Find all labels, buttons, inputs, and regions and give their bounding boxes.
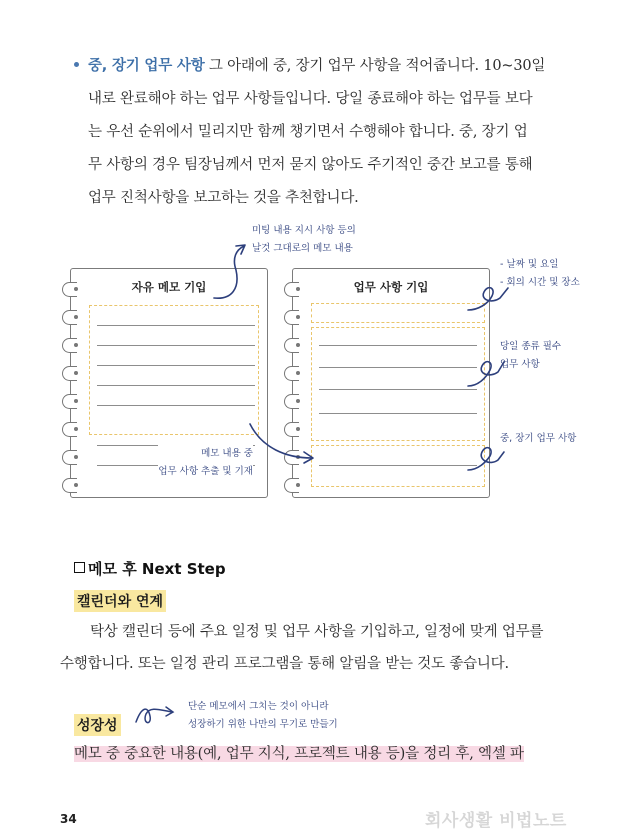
long-term-squiggle [468, 448, 504, 470]
right-note-daily: 당일 종류 필수 업무 사항 [500, 341, 562, 370]
growth-line: 메모 중 중요한 내용(예, 업무 지식, 프로젝트 내용 등)을 정리 후, 엑셀 파 [74, 746, 524, 762]
page-number: 34 [60, 812, 77, 826]
intro-term: 중, 장기 업무 사항 [88, 58, 205, 74]
daily-squiggle [468, 362, 504, 386]
right-note-long-term: 중, 장기 업무 사항 [500, 433, 577, 444]
calendar-label: 캘린더와 연계 [74, 590, 166, 612]
intro-line-5: 업무 진척사항을 보고하는 것을 추천합니다. [88, 190, 359, 206]
intro-line-4: 무 사항의 경우 팀장님께서 먼저 묻지 않아도 주기적인 중간 보고를 통해 [88, 157, 533, 173]
right-note-date: - 날짜 및 요일 - 회의 시간 및 장소 [500, 259, 580, 288]
left-bottom-note: 메모 내용 중 업무 사항 추출 및 기재 [158, 445, 253, 481]
calendar-line-1: 탁상 캘린더 등에 주요 일정 및 업무 사항을 기입하고, 일정에 맞게 업무를 [90, 624, 544, 640]
checkbox-icon [74, 562, 85, 573]
right-notebook-title: 업무 사항 기입 [353, 280, 429, 294]
date-squiggle [468, 288, 508, 310]
intro-line-2: 내로 완료해야 하는 업무 사항들입니다. 당일 종료해야 하는 업무들 보다 [88, 91, 533, 107]
loop-arrow-icon [132, 702, 178, 728]
intro-line-3: 는 우선 순위에서 밀리지만 함께 챙기면서 수행해야 합니다. 중, 장기 업 [88, 124, 528, 140]
next-step-heading: 메모 후 Next Step [74, 558, 226, 579]
book-title-footer: 회사생활 비법노트 [425, 811, 567, 831]
calendar-line-2: 수행합니다. 또는 일정 관리 프로그램을 통해 알림을 받는 것도 좋습니다. [60, 656, 509, 672]
top-note: 미팅 내용 지시 사항 등의 날것 그대로의 메모 내용 [252, 225, 356, 254]
top-curve-arrow [214, 246, 244, 298]
growth-label: 성장성 [74, 714, 121, 736]
left-notebook-title: 자유 메모 기입 [131, 280, 207, 294]
intro-line-1: 중, 장기 업무 사항 그 아래에 중, 장기 업무 사항을 적어줍니다. 10~30일 [88, 58, 546, 74]
growth-note: 단순 메모에서 그치는 것이 아니라 성장하기 위한 나만의 무기로 만들기 [188, 701, 338, 730]
extract-arrow [250, 424, 312, 458]
